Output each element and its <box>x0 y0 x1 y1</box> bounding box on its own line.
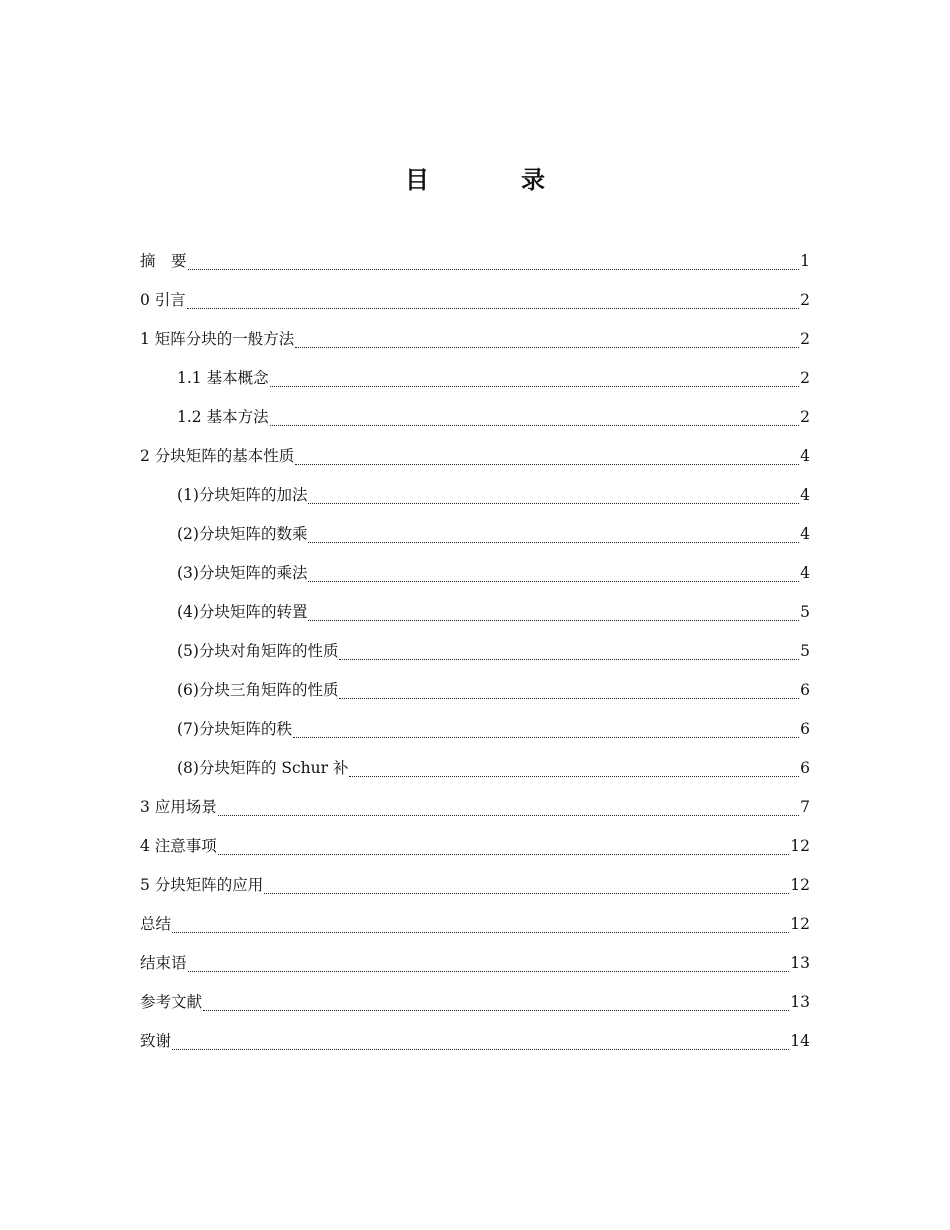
toc-subentry[interactable] <box>140 593 810 632</box>
toc-entry-label: 3 应用场景 <box>140 798 217 816</box>
toc-subentry[interactable] <box>140 515 810 554</box>
toc-subentry[interactable] <box>140 632 810 671</box>
dot-leader <box>188 269 800 270</box>
toc-entry-label: 摘 要 <box>140 252 187 270</box>
toc-entry-label: (2)分块矩阵的数乘 <box>177 525 308 543</box>
toc-page-number: 13 <box>790 993 810 1011</box>
toc-page-number: 4 <box>800 486 810 504</box>
toc-subentry[interactable] <box>140 671 810 710</box>
toc-subentry[interactable] <box>140 398 810 437</box>
toc-entry[interactable] <box>140 827 810 866</box>
toc-subentry[interactable] <box>140 359 810 398</box>
toc-page-number: 4 <box>800 447 810 465</box>
toc-entry-label: (6)分块三角矩阵的性质 <box>177 681 339 699</box>
toc-entry-label: 5 分块矩阵的应用 <box>140 876 264 894</box>
toc-entry-label: (7)分块矩阵的秩 <box>177 720 292 738</box>
toc-entry[interactable] <box>140 1022 810 1061</box>
toc-subentry[interactable] <box>140 476 810 515</box>
toc-page-number: 1 <box>800 252 810 270</box>
toc-entry[interactable] <box>140 281 810 320</box>
toc-page-number: 5 <box>800 603 810 621</box>
toc-page-number: 12 <box>790 837 810 855</box>
toc-entry-label: 0 引言 <box>140 291 186 309</box>
toc-page-number: 14 <box>790 1032 810 1050</box>
toc-page-number: 4 <box>800 564 810 582</box>
toc-page-number: 6 <box>800 759 810 777</box>
dot-leader <box>308 581 799 582</box>
dot-leader <box>218 854 789 855</box>
toc-entry-label: (1)分块矩阵的加法 <box>177 486 308 504</box>
dot-leader <box>172 932 789 933</box>
dot-leader <box>308 542 799 543</box>
toc-entry[interactable] <box>140 242 810 281</box>
dot-leader <box>308 503 799 504</box>
toc-page-number: 4 <box>800 525 810 543</box>
dot-leader <box>270 386 800 387</box>
toc-entry[interactable] <box>140 983 810 1022</box>
toc-subentry[interactable] <box>140 554 810 593</box>
toc-page-number: 6 <box>800 681 810 699</box>
toc-entry-label: 1 矩阵分块的一般方法 <box>140 330 295 348</box>
page-title: 目 录 <box>405 165 579 194</box>
dot-leader <box>349 776 799 777</box>
toc-entry[interactable] <box>140 905 810 944</box>
toc-subentry[interactable] <box>140 710 810 749</box>
toc-entry-label: (3)分块矩阵的乘法 <box>177 564 308 582</box>
dot-leader <box>295 464 799 465</box>
toc-page-number: 2 <box>800 330 810 348</box>
dot-leader <box>187 308 799 309</box>
toc-entry-label: 参考文献 <box>140 993 203 1011</box>
dot-leader <box>218 815 799 816</box>
toc-page-number: 13 <box>790 954 810 972</box>
dot-leader <box>188 971 790 972</box>
toc-entry[interactable] <box>140 437 810 476</box>
toc-page-number: 6 <box>800 720 810 738</box>
toc-page-number: 12 <box>790 915 810 933</box>
table-of-contents <box>140 242 810 1061</box>
toc-entry-label: 2 分块矩阵的基本性质 <box>140 447 295 465</box>
toc-entry-label: 1.1 基本概念 <box>177 369 269 387</box>
toc-entry[interactable] <box>140 944 810 983</box>
toc-subentry[interactable] <box>140 749 810 788</box>
dot-leader <box>308 620 799 621</box>
dot-leader <box>339 659 799 660</box>
toc-entry-label: 致谢 <box>140 1032 172 1050</box>
toc-entry[interactable] <box>140 320 810 359</box>
toc-entry-label: (5)分块对角矩阵的性质 <box>177 642 339 660</box>
toc-entry-label: 4 注意事项 <box>140 837 217 855</box>
toc-entry-label: 结束语 <box>140 954 187 972</box>
toc-entry-label: 1.2 基本方法 <box>177 408 269 426</box>
dot-leader <box>270 425 800 426</box>
toc-page-number: 2 <box>800 369 810 387</box>
toc-page-number: 12 <box>790 876 810 894</box>
dot-leader <box>295 347 799 348</box>
toc-entry-label: (8)分块矩阵的 Schur 补 <box>177 759 349 777</box>
dot-leader <box>203 1010 789 1011</box>
dot-leader <box>172 1049 789 1050</box>
toc-entry-label: (4)分块矩阵的转置 <box>177 603 308 621</box>
toc-page-number: 7 <box>800 798 810 816</box>
toc-entry[interactable] <box>140 788 810 827</box>
toc-entry[interactable] <box>140 866 810 905</box>
toc-page-number: 2 <box>800 291 810 309</box>
toc-page-number: 5 <box>800 642 810 660</box>
toc-page-number: 2 <box>800 408 810 426</box>
dot-leader <box>264 893 789 894</box>
dot-leader <box>293 737 799 738</box>
dot-leader <box>339 698 799 699</box>
toc-entry-label: 总结 <box>140 915 172 933</box>
